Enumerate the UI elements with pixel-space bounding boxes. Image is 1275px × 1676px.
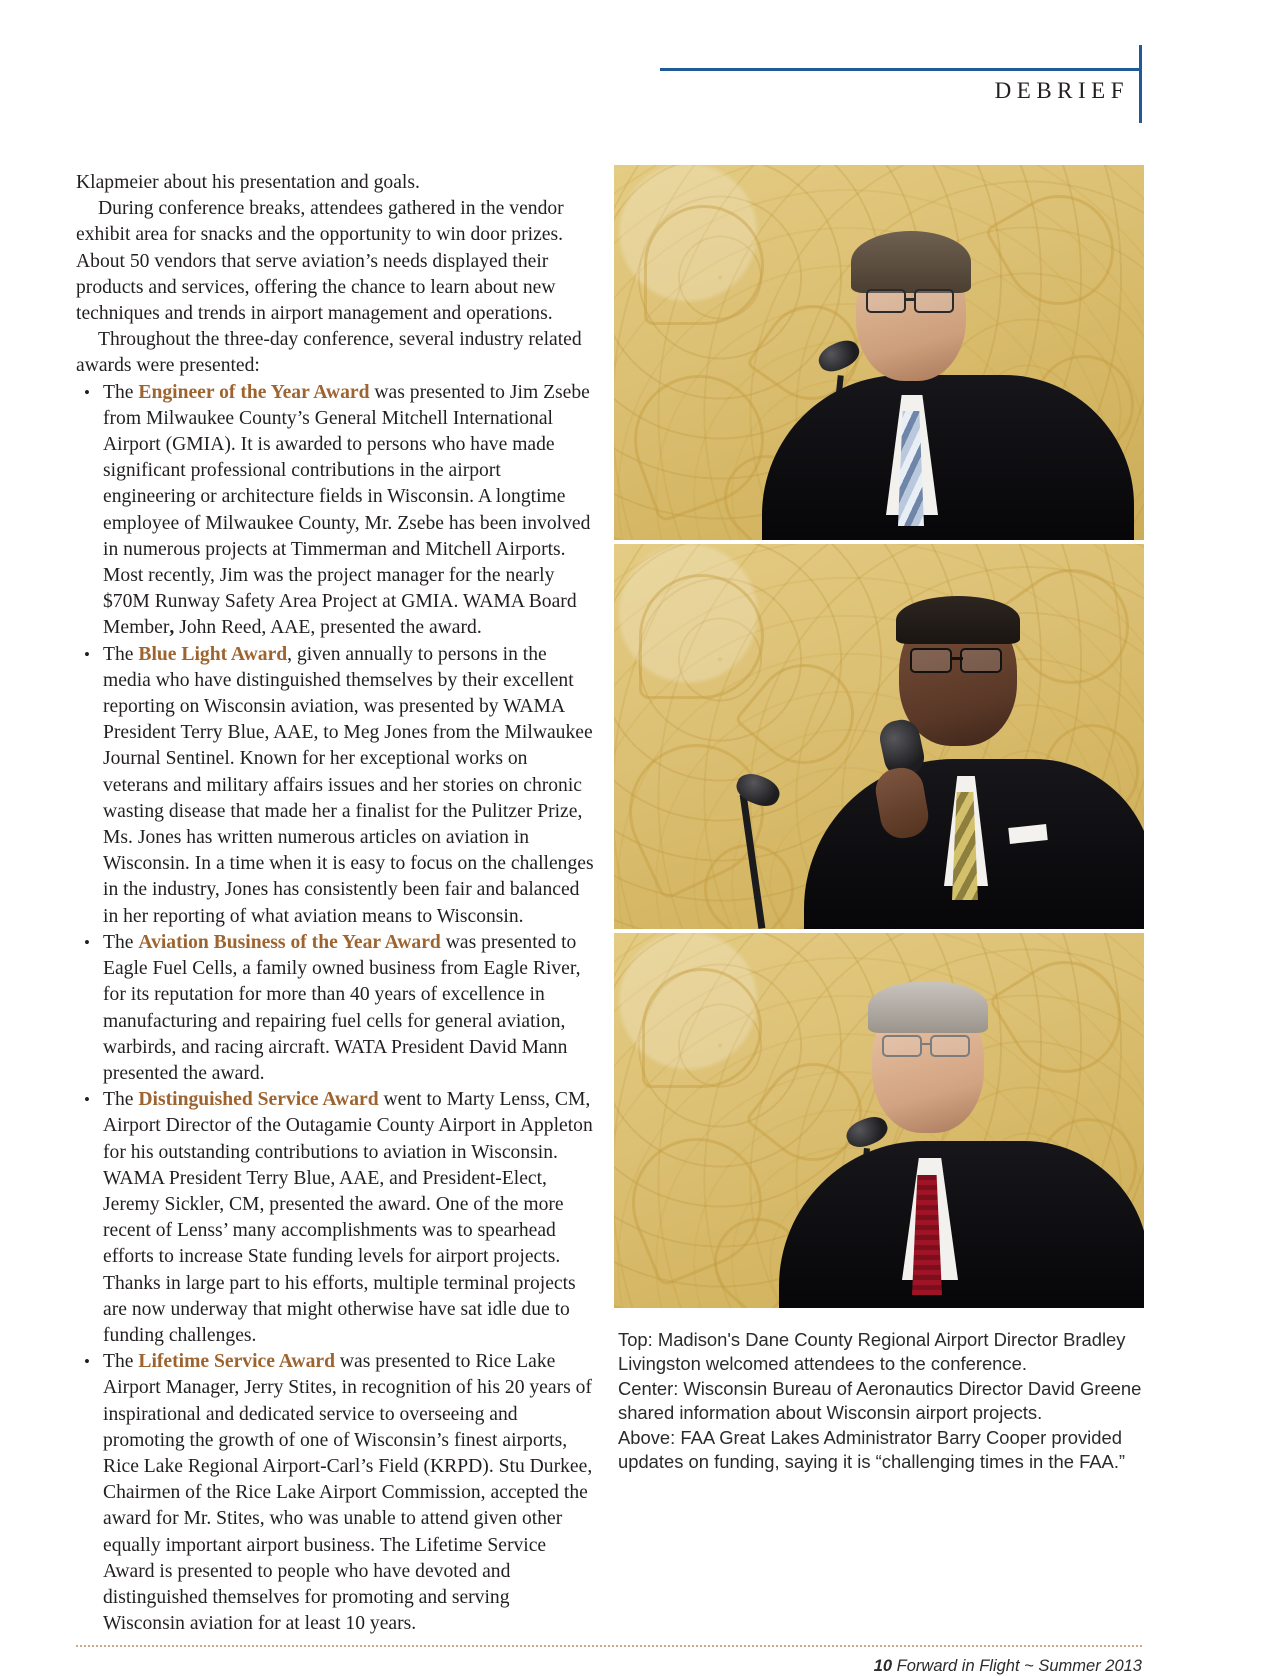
- awards-list: [76, 380, 594, 1638]
- award-title: Aviation Business of the Year Award: [138, 931, 441, 953]
- award-bullet-lifetime-service: [76, 1349, 594, 1637]
- bullet-lead-text: The: [103, 1351, 139, 1373]
- bullet-lead-text: The: [103, 931, 139, 953]
- award-bullet-distinguished-service: [76, 1087, 594, 1349]
- header-rule-horizontal: [660, 68, 1141, 71]
- bullet-body-text: was presented to Jim Zsebe from Milwaukee County’s General Mitchell International Airport (GMIA). It is awarded to persons who have made significant professional contributions in the airport engineering or architecture fields in Wisconsin. A longtime employee of Milwaukee County, Mr. Zsebe has been involved in numerous projects at Timmerman and Mitchell Airports. Most recently, Jim was the project manager for the nearly $70M Runway Safety Area Project at GMIA. WAMA Board Member: [103, 381, 591, 639]
- award-bullet-engineer-of-the-year: [76, 380, 594, 642]
- photo-column: [614, 165, 1144, 1308]
- caption-line-center: Center: Wisconsin Bureau of Aeronautics Director David Greene shared information about Wisconsin airport projects.: [618, 1377, 1142, 1424]
- photo-livingston: [614, 165, 1144, 540]
- caption-line-top: Top: Madison's Dane County Regional Airport Director Bradley Livingston welcomed attendees to the conference.: [618, 1329, 1126, 1375]
- bullet-bold-punctuation: ,: [169, 617, 175, 639]
- photo-caption: [618, 1328, 1146, 1474]
- bullet-body-text: was presented to Eagle Fuel Cells, a family owned business from Eagle River, for its reputation for more than 40 years of excellence in manufacturing and repairing fuel cells for general aviation, warbirds, and racing aircraft. WATA President David Mann presented the award.: [103, 931, 581, 1084]
- bullet-lead-text: The: [103, 381, 139, 403]
- award-title: Engineer of the Year Award: [138, 381, 370, 403]
- bullet-body-text: was presented to Rice Lake Airport Manager, Jerry Stites, in recognition of his 20 years of inspirational and dedicated service to overseeing and promoting the growth of one of Wisconsin’s finest airports, Rice Lake Regional Airport-Carl’s Field (KRPD). Stu Durkee, Chairmen of the Rice Lake Airport Commission, accepted the award for Mr. Stites, who was unable to attend given other equally important airport business. The Lifetime Service Award is presented to people who have devoted and distinguished themselves for promoting and serving Wisconsin aviation for at least 10 years.: [103, 1351, 593, 1635]
- footer-divider: [76, 1645, 1142, 1647]
- bullet-lead-text: The: [103, 1089, 139, 1111]
- article-text-column: [76, 170, 594, 1637]
- photo-cooper: [614, 933, 1144, 1308]
- award-title: Blue Light Award: [138, 643, 288, 665]
- paragraph-2: Throughout the three-day conference, several industry related awards were presented:: [76, 329, 582, 377]
- photo-greene: [614, 544, 1144, 929]
- award-title: Distinguished Service Award: [138, 1089, 379, 1111]
- caption-line-above: Above: FAA Great Lakes Administrator Barry Cooper provided updates on funding, saying it is “challenging times in the FAA.”: [618, 1426, 1126, 1473]
- award-bullet-aviation-business-of-the-year: [76, 930, 594, 1087]
- paragraph-1: During conference breaks, attendees gathered in the vendor exhibit area for snacks and the opportunity to win door prizes. About 50 vendors that serve aviation’s needs displayed their products and services, offering the chance to learn about new techniques and trends in airport management and operations.: [76, 198, 564, 325]
- header-rule-vertical: [1139, 45, 1142, 123]
- page-header: [0, 0, 1275, 150]
- page-number: 10: [873, 1657, 893, 1675]
- bullet-body-text: went to Marty Lenss, CM, Airport Director of the Outagamie County Airport in Appleton for his outstanding contributions to aviation in Wisconsin. WAMA President Terry Blue, AAE, and President-Elect, Jeremy Sickler, CM, presented the award. One of the more recent of Lenss’ many accomplishments was to spearhead efforts to increase State funding levels for airport projects. Thanks in large part to his efforts, multiple terminal projects are now underway that might otherwise have sat idle due to funding challenges.: [103, 1089, 593, 1346]
- footer: [874, 1657, 1142, 1676]
- page-title: DEBRIEF: [994, 78, 1129, 103]
- bullet-body-tail: John Reed, AAE, presented the award.: [174, 617, 482, 639]
- bullet-body-text: , given annually to persons in the media who have distinguished themselves by their excellent reporting on Wisconsin aviation, was presented by WAMA President Terry Blue, AAE, to Meg Jones from the Milwaukee Journal Sentinel. Known for her exceptional works on veterans and military affairs issues and her stories on chronic wasting disease that made her a finalist for the Pulitzer Prize, Ms. Jones has written numerous articles on aviation in Wisconsin. In a time when it is easy to focus on the challenges in the industry, Jones has consistently been fair and balanced in her reporting of what aviation means to Wisconsin.: [103, 643, 594, 927]
- award-bullet-blue-light: [76, 642, 594, 930]
- bullet-lead-text: The: [103, 643, 139, 665]
- publication-name: Forward in Flight ~ Summer 2013: [892, 1657, 1142, 1675]
- paragraph-0: Klapmeier about his presentation and goals.: [76, 172, 420, 193]
- award-title: Lifetime Service Award: [138, 1351, 335, 1373]
